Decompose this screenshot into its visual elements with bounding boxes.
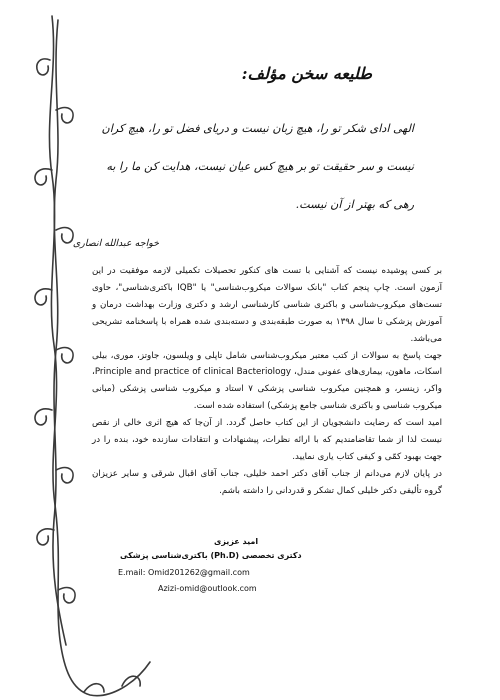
paragraph-thanks: در پایان لازم می‌دانم از جناب آقای دکتر احمد خلیلی، جناب آقای اقبال شرقی و سایر عزیزان گروه تألیفی دکتر خلیلی کمال تشکر و قدردانی را داشته باشم.: [92, 468, 442, 496]
author-name: امید عزیزی: [214, 537, 259, 546]
poem-line-3: رهی که بهتر از آن نیست.: [295, 198, 414, 211]
paragraph-intro: بر کسی پوشیده نیست که آشنایی با تست های کنکور تحصیلات تکمیلی لازمه موفقیت در این آزمون است. چاپ پنجم کتاب "بانک سوالات میکروب‌شناسی" یا "IQB باکتری‌شناسی"، حاوی تست‌های میکروب‌شناسی و باکتری شناسی کارشناسی ارشد و دکتری وزارت بهداشت درمان و آموزش پزشکی تا سال ۱۳۹۸ به صورت طبقه‌بندی و دسته‌بندی شده همراه با پاسخنامه تشریحی می‌باشد.: [92, 266, 442, 344]
author-email-outlook: Azizi-omid@outlook.com: [158, 584, 257, 593]
paragraph-sources: جهت پاسخ به سوالات از کتب معتبر میکروب‌شناسی شامل تاپلی و ویلسون، جاوتز، موری، بیلی اسکات، ماهون، بیماری‌های عفونی مندل، Principle and practice of clinical Bacteriology، واکر، زینسر، و همچنین میکروب شناسی پزشکی ۷ استاد و میکروب شناسی پزشکی (مبانی میکروب شناسی و باکتری شناسی جامع پزشکی) استفاده شده است.: [92, 350, 442, 412]
author-email-gmail: E.mail: Omid201262@gmail.com: [118, 568, 250, 577]
author-title: دکتری تخصصی (Ph.D) باکتری‌شناسی پزشکی: [120, 551, 302, 560]
paragraph-feedback: امید است که رضایت دانشجویان از این کتاب حاصل گردد. از آن‌جا که هیچ اثری خالی از نقص نیست لذا از شما تقاضامندیم که با ارائه نظرات، پیشنهادات و انتقادات سازنده خود، بنده را در جهت بهبود کمّی و کیفی کتاب یاری نمایید.: [92, 418, 442, 462]
poem-line-2: نیست و سر حقیقت تو بر هیچ کس عیان نیست، هدایت کن ما را به: [106, 160, 414, 173]
preface-body: [92, 263, 442, 500]
preface-heading: طلیعه سخن مؤلف:: [241, 64, 372, 83]
poem-line-1: الهی ادای شکر تو را، هیچ زبان نیست و دریای فضل تو را، هیچ کران: [101, 122, 414, 135]
quote-attribution: خواجه عبدالله انصاری: [72, 238, 159, 249]
